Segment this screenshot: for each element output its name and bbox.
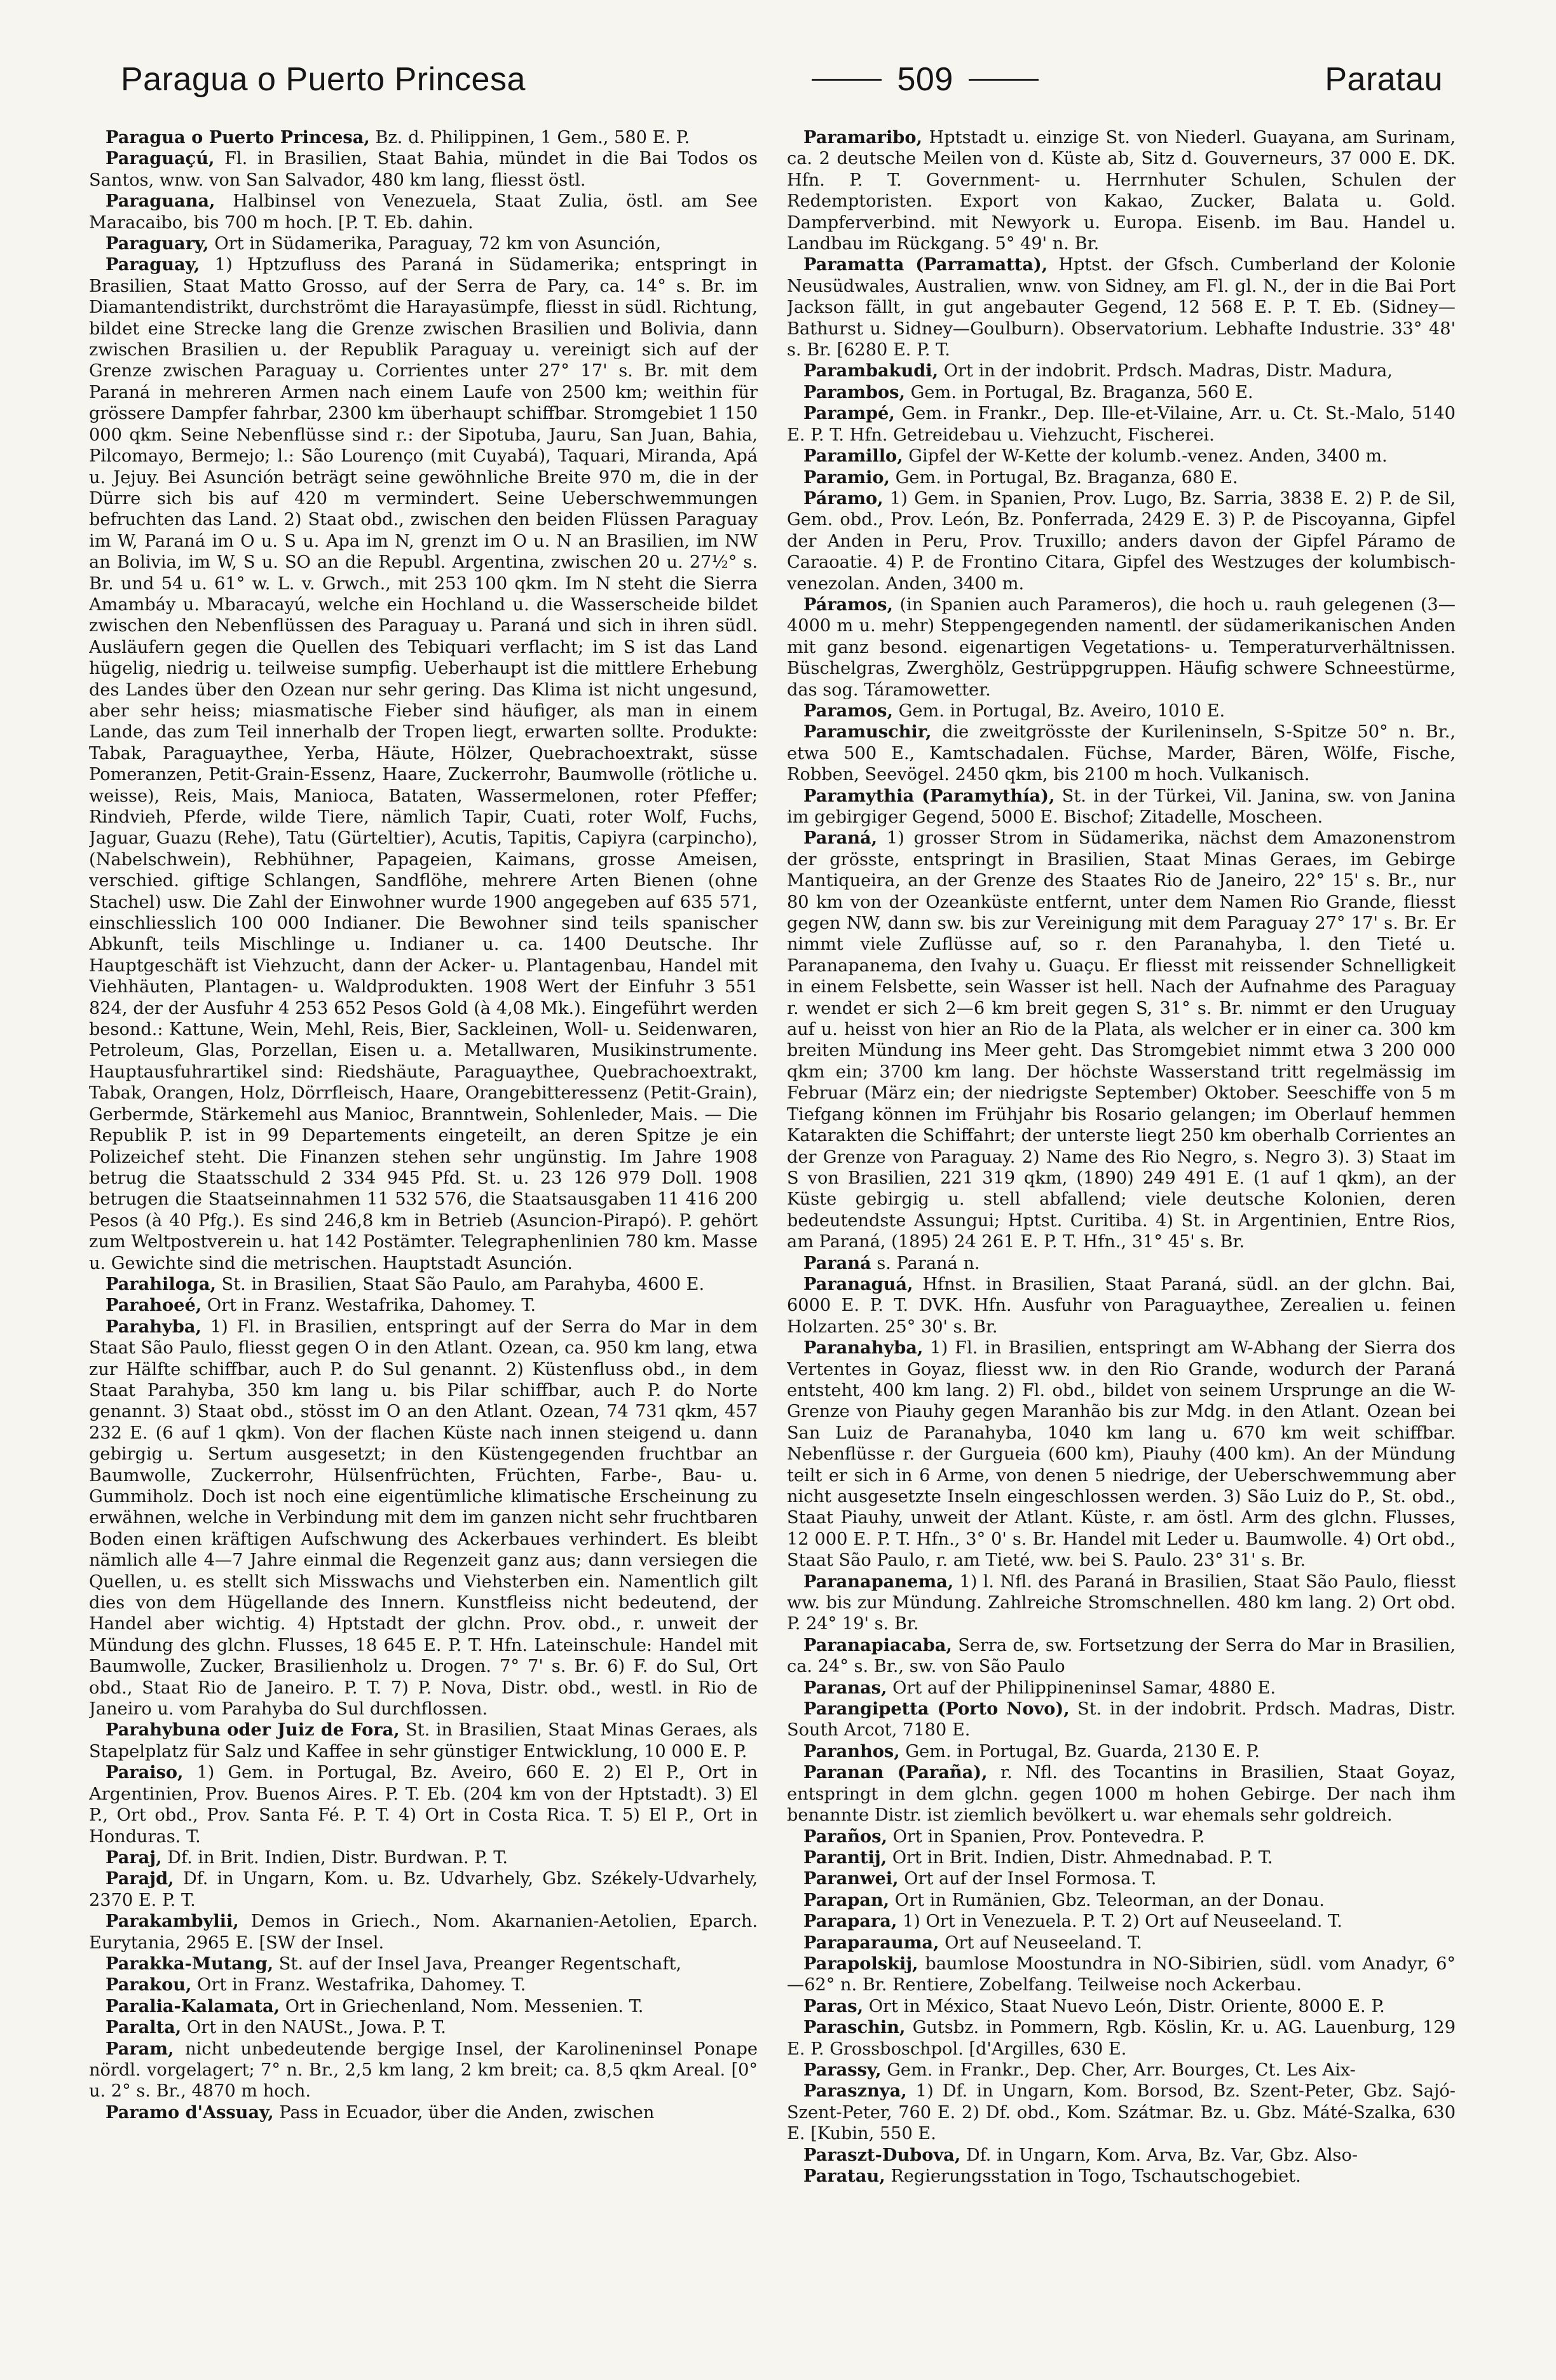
entry-text: Ort in Franz. Westafrika, Dahomey. T. xyxy=(207,1296,536,1316)
dictionary-entry xyxy=(89,148,758,191)
dictionary-entry xyxy=(89,2039,758,2102)
entry-text: nicht unbedeutende bergige Insel, der Karolineninsel Ponape nördl. vorgelagert; 7° n. Br., 2,5 km lang, 2 km breit; ca. 8,5 qkm Areal. [0° u. 2° s. Br., 4870 m hoch. xyxy=(89,2039,758,2102)
dictionary-entry xyxy=(787,701,1456,722)
dictionary-entry xyxy=(787,1762,1456,1826)
entry-text: Pass in Ecuador, über die Anden, zwischen xyxy=(279,2102,655,2123)
entry-headword: Param, xyxy=(106,2038,174,2059)
entry-headword: Paragua o Puerto Princesa, xyxy=(106,127,370,147)
entry-text: Ort in Franz. Westafrika, Dahomey. T. xyxy=(197,1975,526,1995)
dictionary-entry xyxy=(787,1635,1456,1678)
dictionary-entry xyxy=(787,1890,1456,1911)
dictionary-entry xyxy=(787,467,1456,488)
entry-text: baumlose Moostundra in NO-Sibirien, südl. vom Anadyr, 6°—62° n. Br. Rentiere, Zobelfang. Teilweise noch Ackerbau. xyxy=(787,1953,1456,1995)
entry-text: die zweitgrösste der Kurileninseln, S-Spitze 50° n. Br., etwa 500 E., Kamtschadalen. Füchse, Marder, Bären, Wölfe, Fische, Robben, Seevögel. 2450 qkm, bis 2100 m hoch. Vulkanisch. xyxy=(787,722,1456,785)
entry-text: St. in Brasilien, Staat Minas Geraes, als Stapelplatz für Salz und Kaffee in sehr günstiger Entwicklung, 10 000 E. P. xyxy=(89,1720,758,1761)
entry-headword: Paraná xyxy=(803,1252,871,1273)
entry-text: Df. in Ungarn, Kom. Arva, Bz. Var, Gbz. Also- xyxy=(966,2145,1358,2165)
entry-headword: Paraguay, xyxy=(106,254,200,275)
entry-headword: Páramos, xyxy=(803,594,893,615)
dictionary-entry xyxy=(89,1974,758,1995)
entry-text: 1) Fl. in Brasilien, entspringt am W-Abhang der Sierra dos Vertentes in Goyaz, fliesst ww. in den Rio Grande, wodurch der Paraná entsteht, 400 km lang. 2) Fl. obd., bildet von seinem Ursprunge an die W-Grenze von Piauhy gegen Maranhão bis zur Mdg. in den Atlant. Ozean bei San Luiz de Paranahyba, 1040 km lang u. 670 km weit schiffbar. Nebenflüsse r. der Gurgueia (600 km), Piauhy (400 km). An der Mündung teilt er sich in 6 Arme, von denen 5 niedrige, der Ueberschwemmung aber nicht ausgesetzte Inseln eingeschlossen werden. 3) São Luiz do P., St. obd., Staat Piauhy, unweit der Atlant. Küste, r. am östl. Arm des glchn. Flusses, 12 000 E. P. T. Hfn., 3° 0' s. Br. Handel mit Leder u. Baumwolle. 4) Ort obd., Staat São Paulo, r. am Tieté, ww. bei S. Paulo. 23° 31' s. Br. xyxy=(787,1338,1456,1571)
entry-text: 1) Fl. in Brasilien, entspringt auf der Serra do Mar in dem Staat São Paulo, fliesst gegen O in den Atlant. Ozean, ca. 950 km lang, etwa zur Hälfte schiffbar, auch P. do Sul genannt. 2) Küstenfluss obd., in dem Staat Parahyba, 350 km lang u. bis Pilar schiffbar, auch P. do Norte genannt. 3) Staat obd., stösst im O an den Atlant. Ozean, 74 731 qkm, 457 232 E. (6 auf 1 qkm). Von der flachen Küste nach innen steigend u. dann gebirgig u. Sertum ausgesetzt; in den Küstengegenden fruchtbar an Baumwolle, Zuckerrohr, Hülsenfrüchten, Früchten, Farbe-, Bau- u. Gummiholz. Doch ist noch eine eigentümliche klimatische Erscheinung zu erwähnen, welche in Verbindung mit dem im ganzen nicht sehr fruchtbaren Boden einen kräftigen Aufschwung des Ackerbaues verhindert. Es bleibt nämlich alle 4—7 Jahre einmal die Regenzeit ganz aus; dann versiegen die Quellen, u. es stellt sich Misswachs und Viehsterben ein. Namentlich gilt dies von dem Hügellande des Innern. Kunstfleiss nicht bedeutend, der Handel aber wichtig. 4) Hptstadt der glchn. Prov. obd., r. unweit der Mündung des glchn. Flusses, 18 645 E. P. T. Hfn. Lateinschule: Handel mit Baumwolle, Zucker, Brasilienholz u. Drogen. 7° 7' s. Br. 6) F. do Sul, Ort obd., Staat Rio de Janeiro. P. T. 7) P. Nova, Distr. obd., westl. in Rio de Janeiro u. vom Parahyba do Sul durchflossen. xyxy=(89,1317,758,1720)
dictionary-entry xyxy=(89,1762,758,1847)
dictionary-entry xyxy=(89,191,758,233)
entry-text: Ort in Brit. Indien, Distr. Ahmednabad. P. T. xyxy=(892,1847,1273,1868)
right-column xyxy=(787,127,1456,2358)
entry-text: Ort in Südamerika, Paraguay, 72 km von Asunción, xyxy=(214,234,661,254)
dictionary-entry xyxy=(787,2060,1456,2081)
dictionary-entry xyxy=(787,1911,1456,1932)
entry-text: Gem. in Portugal, Bz. Aveiro, 1010 E. xyxy=(898,701,1225,721)
dictionary-entry xyxy=(89,1847,758,1868)
entry-text: Ort in Griechenland, Nom. Messenien. T. xyxy=(285,1996,644,2016)
entry-text: s. Paraná n. xyxy=(877,1253,980,1273)
entry-text: 1) Ort in Venezuela. P. T. 2) Ort auf Neuseeland. T. xyxy=(902,1912,1342,1932)
entry-text: 1) Df. in Ungarn, Kom. Borsod, Bz. Szent-Peter, Gbz. Sajó-Szent-Peter, 760 E. 2) Df. obd., Kom. Szátmar. Bz. u. Gbz. Máté-Szalka, 630 E. [Kubin, 550 E. xyxy=(787,2081,1456,2144)
dictionary-entry xyxy=(787,2017,1456,2060)
dictionary-entry xyxy=(89,1911,758,1953)
dictionary-entry xyxy=(787,2166,1456,2187)
entry-headword: Parakka-Mutang, xyxy=(106,1953,274,1974)
dictionary-entry xyxy=(787,1847,1456,1868)
entry-text: Halbinsel von Venezuela, Staat Zulia, östl. am See Maracaibo, bis 700 m hoch. [P. T. Eb. dahin. xyxy=(89,191,758,233)
entry-headword: Parampé, xyxy=(803,403,895,424)
dictionary-entry xyxy=(89,127,758,148)
entry-headword: Parakou, xyxy=(106,1974,192,1995)
entry-headword: Paras, xyxy=(803,1995,864,2016)
dictionary-entry xyxy=(89,1317,758,1720)
entry-text: Regierungsstation in Togo, Tschautschogebiet. xyxy=(891,2166,1301,2186)
entry-headword: Páramo, xyxy=(803,488,884,509)
entry-text: Gem. in Frankr., Dep. Cher, Arr. Bourges, Ct. Les Aix- xyxy=(887,2060,1356,2080)
dictionary-entry xyxy=(787,1571,1456,1635)
dictionary-entry xyxy=(89,1274,758,1295)
running-head xyxy=(121,51,1443,108)
entry-headword: Parapan, xyxy=(803,1889,890,1910)
entry-text: Bz. d. Philippinen, 1 Gem., 580 E. P. xyxy=(375,128,690,147)
entry-headword: Paramuschir, xyxy=(803,722,932,742)
entry-headword: Paraszt-Dubova, xyxy=(803,2144,961,2165)
entry-headword: Paranwei, xyxy=(803,1868,899,1889)
dictionary-entry xyxy=(89,1953,758,1974)
dictionary-entry xyxy=(787,360,1456,381)
dictionary-entry xyxy=(787,1678,1456,1699)
entry-headword: Paramo d'Assuay, xyxy=(106,2102,274,2123)
entry-text: Fl. in Brasilien, Staat Bahia, mündet in die Bai Todos os Santos, wnw. von San Salvador, 480 km lang, fliesst östl. xyxy=(89,149,758,190)
dictionary-entry xyxy=(89,1720,758,1762)
running-head-left: Paragua o Puerto Princesa xyxy=(121,61,526,98)
entry-headword: Paramaribo, xyxy=(803,127,922,147)
entry-headword: Paramatta (Parramatta), xyxy=(803,254,1048,275)
dictionary-entry xyxy=(787,1868,1456,1889)
entry-headword: Parassy, xyxy=(803,2059,882,2080)
entry-text: St. auf der Insel Java, Preanger Regentschaft, xyxy=(278,1953,682,1974)
dictionary-entry xyxy=(787,594,1456,701)
entry-text: 1) l. Nfl. des Paraná in Brasilien, Staat São Paulo, fliesst ww. bis zur Mündung. Zahlreiche Stromschnellen. 480 km lang. 2) Ort obd. P. 24° 19' s. Br. xyxy=(787,1571,1456,1634)
dictionary-entry xyxy=(787,127,1456,254)
dictionary-entry xyxy=(787,1741,1456,1762)
entry-headword: Paraschin, xyxy=(803,2017,906,2038)
entry-text: Df. in Ungarn, Kom. u. Bz. Udvarhely, Gbz. Székely-Udvarhely, 2370 E. P. T. xyxy=(89,1869,758,1910)
dictionary-entry xyxy=(89,1996,758,2017)
entry-headword: Parahybuna oder Juiz de Fora, xyxy=(106,1720,400,1741)
entry-headword: Paraj, xyxy=(106,1847,162,1868)
entry-text: Ort in den NAUSt., Jowa. P. T. xyxy=(186,2018,446,2038)
entry-text: Gem. in Portugal, Bz. Braganza, 560 E. xyxy=(910,382,1253,402)
entry-headword: Paranhos, xyxy=(803,1741,900,1761)
entry-headword: Parasznya, xyxy=(803,2081,907,2102)
entry-text: St. in Brasilien, Staat São Paulo, am Parahyba, 4600 E. xyxy=(221,1274,705,1294)
entry-headword: Paramythia (Paramythía), xyxy=(803,785,1055,806)
entry-headword: Paranapanema, xyxy=(803,1571,954,1592)
entry-headword: Parahiloga, xyxy=(106,1273,216,1294)
entry-text: (in Spanien auch Parameros), die hoch u. rauh gelegenen (3—4000 m u. mehr) Steppengegenden namentl. der südamerikanischen Anden mit ganz besond. eigenartigen Vegetations- u. Temperaturverhältnissen. Büschelgras, Zwerghölz, Gestrüppgruppen. Häufig schwere Schneestürme, das sog. Táramowetter. xyxy=(787,594,1456,700)
entry-headword: Parantij, xyxy=(803,1847,887,1868)
dictionary-entry xyxy=(787,1932,1456,1953)
entry-text: r. Nfl. des Tocantins in Brasilien, Staat Goyaz, entspringt in dem glchn. gegen 1000 m hohen Gebirge. Der nach ihm benannte Distr. ist ziemlich bevölkert u. war ehemals sehr goldreich. xyxy=(787,1763,1456,1826)
dictionary-entry xyxy=(787,446,1456,467)
dictionary-entry xyxy=(787,1953,1456,1996)
entry-text: Serra de, sw. Fortsetzung der Serra do Mar in Brasilien, ca. 24° s. Br., sw. von São Paulo xyxy=(787,1635,1456,1677)
entry-headword: Paramillo, xyxy=(803,446,903,467)
entry-text: Hptstadt u. einzige St. von Niederl. Guayana, am Surinam, ca. 2 deutsche Meilen von d. Küste ab, Sitz d. Gouverneurs, 37 000 E. DK. Hfn. P. T. Government- u. Herrnhuter Schulen, Schulen der Redemptoristen. Export von Kakao, Zucker, Balata u. Gold. Dampferverbind. mit Newyork u. Europa. Eisenb. im Bau. Handel u. Landbau im Rückgang. 5° 49' n. Br. xyxy=(787,128,1456,254)
entry-text: Gem. in Frankr., Dep. Ille-et-Vilaine, Arr. u. Ct. St.-Malo, 5140 E. P. T. Hfn. Getreidebau u. Viehzucht, Fischerei. xyxy=(787,404,1456,445)
entry-headword: Paraparauma, xyxy=(803,1932,939,1953)
entry-text: 1) Gem. in Portugal, Bz. Aveiro, 660 E. 2) El P., Ort in Argentinien, Prov. Buenos Aires. P. T. Eb. (204 km von der Hptstadt). 3) El P., Ort obd., Prov. Santa Fé. P. T. 4) Ort in Costa Rica. T. 5) El P., Ort in Honduras. T. xyxy=(89,1763,758,1847)
dictionary-entry xyxy=(787,382,1456,403)
entry-text: Gem. in Portugal, Bz. Braganza, 680 E. xyxy=(895,467,1238,488)
dictionary-entry xyxy=(89,2017,758,2038)
dictionary-entry xyxy=(787,403,1456,446)
entry-headword: Paranaguá, xyxy=(803,1273,913,1294)
entry-text: Ort auf der Insel Formosa. T. xyxy=(904,1869,1157,1889)
dictionary-entry xyxy=(787,2145,1456,2166)
entry-headword: Paraguary, xyxy=(106,233,209,254)
entry-headword: Paralia-Kalamata, xyxy=(106,1995,280,2016)
entry-headword: Paramio, xyxy=(803,467,890,488)
entry-text: Demos in Griech., Nom. Akarnanien-Aetolien, Eparch. Eurytania, 2965 E. [SW der Insel. xyxy=(89,1912,758,1953)
entry-text: Gutsbz. in Pommern, Rgb. Köslin, Kr. u. AG. Lauenburg, 129 E. P. Grossboschpol. [d'Argilles, 630 E. xyxy=(787,2018,1456,2059)
entry-text: Ort auf der Philippineninsel Samar, 4880 E. xyxy=(892,1678,1276,1698)
entry-headword: Paratau, xyxy=(803,2166,885,2186)
entry-text: Ort in Spanien, Prov. Pontevedra. P. xyxy=(892,1826,1205,1847)
dictionary-entry xyxy=(89,1295,758,1316)
page-number-block xyxy=(812,60,1038,99)
entry-headword: Paranan (Paraña), xyxy=(803,1762,988,1783)
dictionary-entry xyxy=(89,233,758,254)
dictionary-entry xyxy=(89,2102,758,2123)
entry-headword: Parajd, xyxy=(106,1868,174,1889)
entry-headword: Parahyba, xyxy=(106,1316,201,1337)
dictionary-entry xyxy=(787,1253,1456,1274)
entry-text: Ort auf Neuseeland. T. xyxy=(945,1932,1142,1953)
entry-text: Df. in Brit. Indien, Distr. Burdwan. P. T. xyxy=(167,1847,508,1868)
page-number: 509 xyxy=(897,61,953,98)
entry-text: Gem. in Portugal, Bz. Guarda, 2130 E. P. xyxy=(905,1741,1260,1761)
entry-headword: Parakambylii, xyxy=(106,1911,239,1932)
dictionary-entry xyxy=(787,1996,1456,2017)
entry-text: Ort in México, Staat Nuevo León, Distr. Oriente, 8000 E. P. xyxy=(868,1996,1385,2016)
entry-text: Hfnst. in Brasilien, Staat Paraná, südl. an der glchn. Bai, 6000 E. P. T. DVK. Hfn. Ausfuhr von Paraguaythee, Zerealien u. feinen Holzarten. 25° 30' s. Br. xyxy=(787,1274,1456,1337)
dictionary-entry xyxy=(787,254,1456,360)
dictionary-entry xyxy=(787,1274,1456,1337)
entry-headword: Paramos, xyxy=(803,700,893,721)
entry-headword: Paraiso, xyxy=(106,1762,184,1783)
dictionary-entry xyxy=(787,722,1456,785)
dictionary-entry xyxy=(89,1868,758,1911)
entry-text: Gipfel der W-Kette der kolumb.-venez. Anden, 3400 m. xyxy=(908,446,1388,467)
dictionary-entry xyxy=(787,488,1456,594)
entry-headword: Parapara, xyxy=(803,1911,897,1932)
header-rule-right xyxy=(969,79,1039,81)
entry-headword: Paraguana, xyxy=(106,191,215,212)
entry-headword: Paranahyba, xyxy=(803,1337,924,1358)
entry-headword: Paranas, xyxy=(803,1677,887,1698)
entry-text: St. in der Türkei, Vil. Janina, sw. von Janina im gebirgiger Gegend, 5000 E. Bischof; Zitadelle, Moscheen. xyxy=(787,786,1456,827)
entry-text: Hptst. der Gfsch. Cumberland der Kolonie Neusüdwales, Australien, wnw. von Sidney, am Fl. gl. N., der in die Bai Port Jackson fällt, in gut angebauter Gegend, 12 568 E. P. T. Eb. (Sidney—Bathurst u. Sidney—Goulburn). Observatorium. Lebhafte Industrie. 33° 48' s. Br. [6280 E. P. T. xyxy=(787,255,1456,360)
entry-headword: Parahoeé, xyxy=(106,1295,202,1316)
entry-text: 1) Hptzufluss des Paraná in Südamerika; entspringt in Brasilien, Staat Matto Grosso, auf der Serra de Pary, ca. 14° s. Br. im Diamantendistrikt, durchströmt die Harayasümpfe, fliesst in südl. Richtung, bildet eine Strecke lang die Grenze zwischen Brasilien und Bolivia, dann zwischen Brasilien u. der Republik Paraguay u. vereinigt sich auf der Grenze zwischen Paraguay u. Corrientes unter 27° 17' s. Br. mit dem Paraná in mehreren Armen nach einem Laufe von 2500 km; weithin für grössere Dampfer fahrbar, 2300 km überhaupt schiffbar. Stromgebiet 1 150 000 qkm. Seine Nebenflüsse sind r.: der Sipotuba, Jauru, San Juan, Bahia, Pilcomayo, Bermejo; l.: São Lourenço (mit Cuyabá), Taquari, Miranda, Apá u. Jejuy. Bei Asunción beträgt seine gewöhnliche Breite 970 m, die in der Dürre sich bis auf 420 m vermindert. Seine Ueberschwemmungen befruchten das Land. 2) Staat obd., zwischen den beiden Flüssen Paraguay im W, Paraná im O u. S u. Apa im N, grenzt im O u. N an Brasilien, im NW an Bolivia, im W, S u. SO an die Republ. Argentina, zwischen 20 u. 27½° s. Br. und 54 u. 61° w. L. v. Grwch., mit 253 100 qkm. Im N steht die Sierra Amambáy u. Mbaracayú, welche ein Hochland u. die Wasserscheide bildet zwischen den Nebenflüssen des Paraguay u. Paraná und sich in ihren südl. Ausläufern gegen die Quellen des Tebiquari verflacht; im S ist das Land hügelig, niedrig u. teilweise sumpfig. Ueberhaupt ist die mittlere Erhebung des Landes über den Ozean nur sehr gering. Das Klima ist nicht ungesund, aber sehr heiss; miasmatische Fieber sind häufiger, als man in einem Lande, das zum Teil innerhalb der Tropen liegt, erwarten sollte. Produkte: Tabak, Paraguaythee, Yerba, Häute, Hölzer, Quebrachoextrakt, süsse Pomeranzen, Petit-Grain-Essenz, Haare, Zuckerrohr, Baumwolle (rötliche u. weisse), Reis, Mais, Manioca, Bataten, Wassermelonen, roter Pfeffer; Rindvieh, Pferde, wilde Tiere, nämlich Tapir, Cuati, roter Wolf, Fuchs, Jaguar, Guazu (Rehe), Tatu (Gürteltier), Acutis, Tapitis, Capiyra (carpincho), (Nabelschwein), Rebhühner, Papageien, Kaimans, grosse Ameisen, verschied. giftige Schlangen, Sandflöhe, mehrere Arten Bienen (ohne Stachel) usw. Die Zahl der Einwohner wurde 1900 angegeben auf 635 571, einschliesslich 100 000 Indianer. Die Bewohner sind teils spanischer Abkunft, teils Mischlinge u. Indianer u. ca. 1400 Deutsche. Ihr Hauptgeschäft ist Viehzucht, dann der Acker- u. Plantagenbau, Handel mit Viehhäuten, Plantagen- u. Waldprodukten. 1908 Wert der Einfuhr 3 551 824, der der Ausfuhr 4 253 652 Pesos Gold (à 4,08 Mk.). Eingeführt werden besond.: Kattune, Wein, Mehl, Reis, Bier, Sackleinen, Woll- u. Seidenwaren, Petroleum, Glas, Porzellan, Eisen u. a. Metallwaren, Musikinstrumente. Hauptausfuhrartikel sind: Riedshäute, Paraguaythee, Quebrachoextrakt, Tabak, Orangen, Holz, Dörrfleisch, Haare, Orangebitteressenz (Petit-Grain), Gerbermde, Stärkemehl aus Manioc, Branntwein, Sohlenleder, Mais. — Die Republik P. ist in 99 Departements eingeteilt, an deren Spitze je ein Polizeichef steht. Die Finanzen stehen sehr ungünstig. Im Jahre 1908 betrug die Staatsschuld 2 334 945 Pfd. St. u. 23 126 979 Doll. 1908 betrugen die Staatseinnahmen 11 532 576, die Staatsausgaben 11 416 200 Pesos (à 40 Pfg.). Es sind 246,8 km in Betrieb (Asuncion-Pirapó). P. gehört zum Weltpostverein u. hat 142 Postämter. Telegraphenlinien 780 km. Masse u. Gewichte sind die metrischen. Hauptstadt Asunción. xyxy=(89,255,758,1273)
entry-text: 1) Gem. in Spanien, Prov. Lugo, Bz. Sarria, 3838 E. 2) P. de Sil, Gem. obd., Prov. León, Bz. Ponferrada, 2429 E. 3) P. de Piscoyanna, Gipfel der Anden in Peru, Prov. Truxillo; anders davon der Gipfel Páramo de Caraoatie. 4) P. de Frontino Citara, Gipfel des Westzuges der kolumbisch-venezolan. Anden, 3400 m. xyxy=(787,488,1456,594)
dictionary-entry xyxy=(787,828,1456,1252)
running-head-right: Paratau xyxy=(1325,61,1443,98)
entry-headword: Paraguaçú, xyxy=(106,148,215,169)
entry-text: Ort in Rumänien, Gbz. Teleorman, an der Donau. xyxy=(894,1890,1325,1910)
dictionary-entry xyxy=(787,1337,1456,1571)
left-column xyxy=(89,127,758,2358)
entry-headword: Paralta, xyxy=(106,2017,182,2038)
dictionary-entry xyxy=(787,786,1456,828)
entry-headword: Paranapiacaba, xyxy=(803,1634,952,1655)
entry-headword: Parangipetta (Porto Novo), xyxy=(803,1699,1070,1720)
entry-headword: Parambakudi, xyxy=(803,360,939,381)
entry-text: 1) grosser Strom in Südamerika, nächst dem Amazonenstrom der grösste, entspringt in Brasilien, Staat Minas Geraes, im Gebirge Mantiqueira, an der Grenze des Staates Rio de Janeiro, 22° 15' s. Br., nur 80 km von der Ozeanküste entfernt, unter dem Namen Rio Grande, fliesst gegen NW, dann sw. bis zur Vereinigung mit dem Paraguay 27° 17' s. Br. Er nimmt viele Zuflüsse auf, so r. den Paranahyba, l. den Tieté u. Paranapanema, den Ivahy u. Guaçu. Er fliesst mit reissender Schnelligkeit in einem Felsbette, sein Wasser ist hell. Nach der Aufnahme des Paraguay r. wendet er sich 2—6 km breit gegen S, 31° s. Br. nimmt er den Uruguay auf u. heisst von hier an Rio de la Plata, als welcher er in einer ca. 300 km breiten Mündung ins Meer geht. Das Stromgebiet nimmt etwa 3 200 000 qkm ein; 3700 km lang. Der höchste Wasserstand tritt regelmässig im Februar (März ein; der niedrigste September) Oktober. Seeschiffe von 5 m Tiefgang können im Frühjahr bis Rosario gelangen; im Oberlauf hemmen Katarakten die Schiffahrt; der unterste liegt 250 km oberhalb Corrientes an der Grenze von Paraguay. 2) Name des Rio Negro, s. Negro 3). 3) Staat im S von Brasilien, 221 319 qkm, (1890) 249 491 E. (1 auf 1 qkm), an der Küste gebirgig u. stell abfallend; viele deutsche Kolonien, deren bedeutendste Assungui; Hptst. Curitiba. 4) St. in Argentinien, Entre Rios, am Paraná, (1895) 24 261 E. P. T. Hfn., 31° 45' s. Br. xyxy=(787,828,1456,1252)
dictionary-entry xyxy=(89,254,758,1274)
entry-headword: Parambos, xyxy=(803,381,905,402)
dictionary-entry xyxy=(787,1826,1456,1847)
text-columns xyxy=(89,127,1456,2358)
entry-headword: Paraná, xyxy=(803,828,878,849)
dictionary-entry xyxy=(787,1699,1456,1741)
dictionary-entry xyxy=(787,2081,1456,2144)
entry-text: St. in der indobrit. Prdsch. Madras, Distr. South Arcot, 7180 E. xyxy=(787,1699,1456,1741)
entry-text: Ort in der indobrit. Prdsch. Madras, Distr. Madura, xyxy=(943,361,1393,381)
header-rule-left xyxy=(812,79,882,81)
entry-headword: Paraños, xyxy=(803,1826,887,1847)
entry-headword: Parapolskij, xyxy=(803,1953,918,1974)
